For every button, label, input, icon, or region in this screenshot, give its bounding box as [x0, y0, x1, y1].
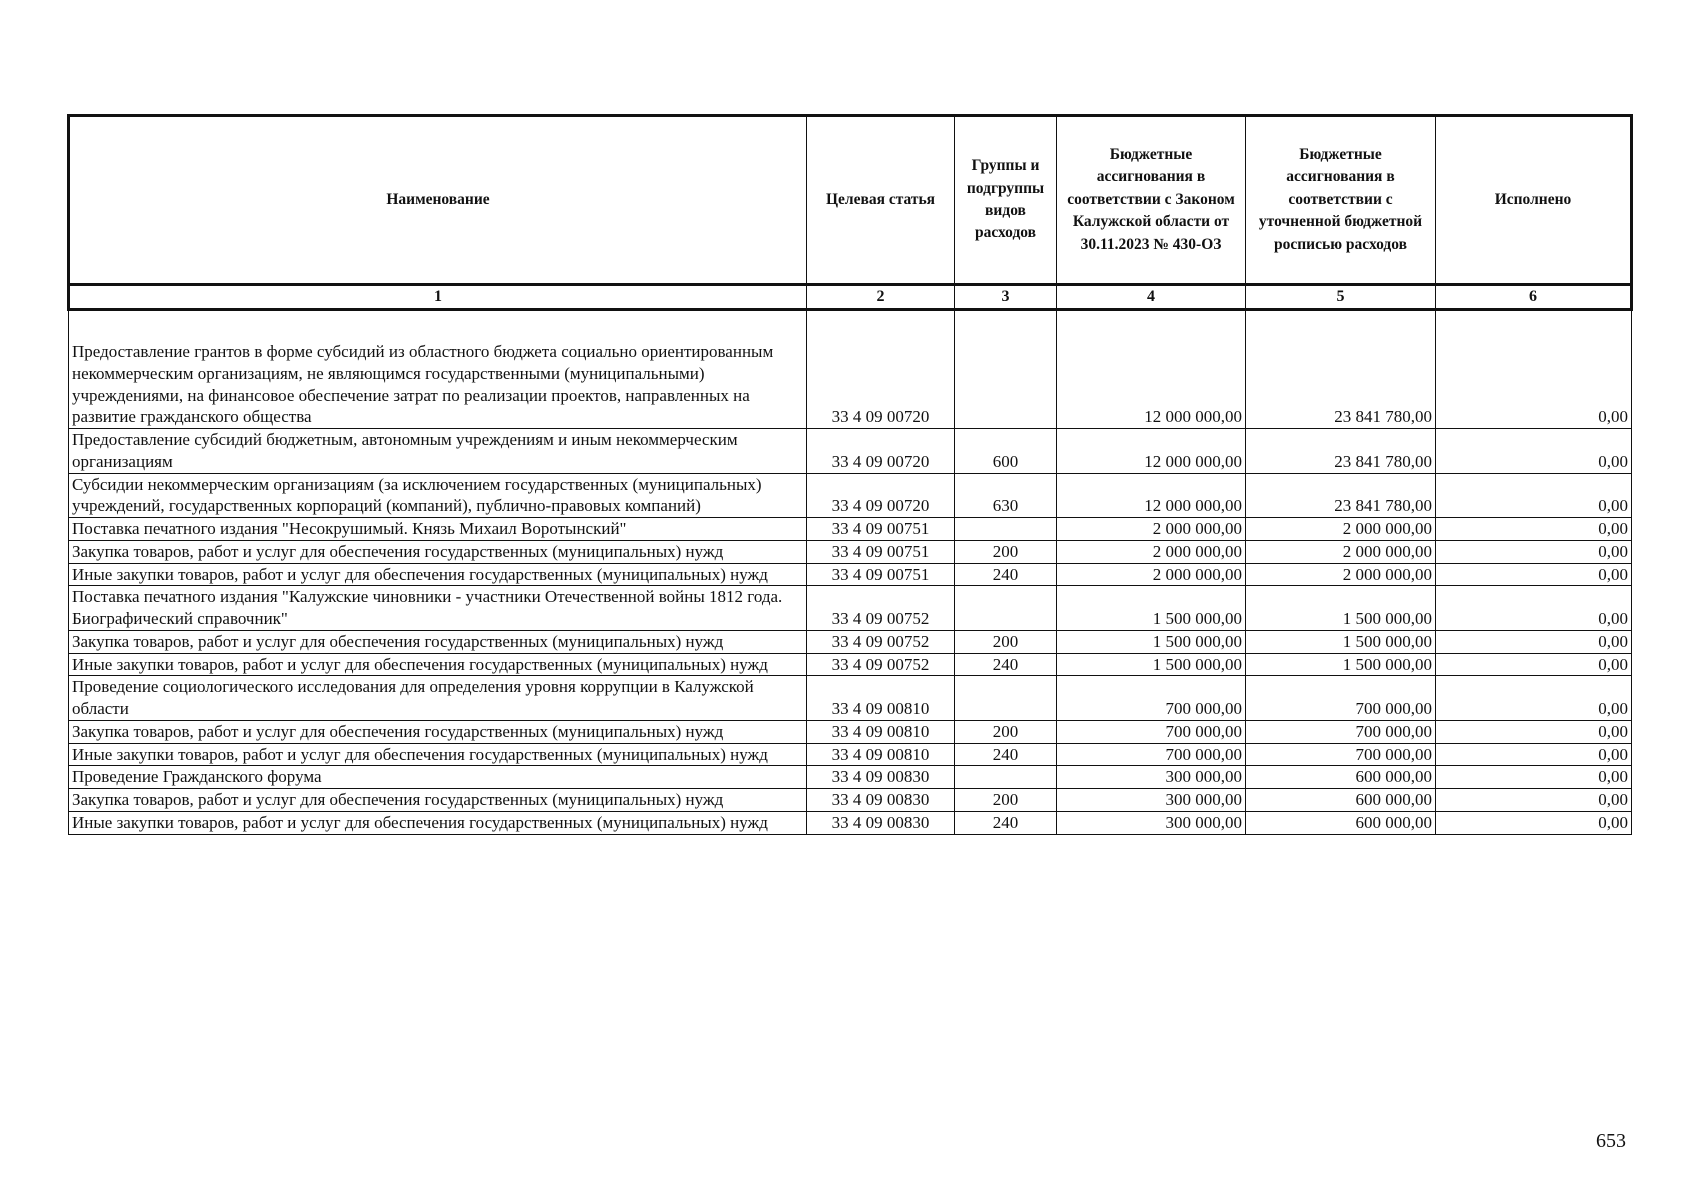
- row-expense-group: [955, 518, 1057, 541]
- row-target-article: 33 4 09 00810: [807, 743, 955, 766]
- table-row: [69, 630, 1632, 653]
- row-law-amount: 1 500 000,00: [1057, 653, 1246, 676]
- row-law-amount: 2 000 000,00: [1057, 518, 1246, 541]
- row-expense-group: 200: [955, 789, 1057, 812]
- header-law-appropriations: Бюджетные ассигнования в соответствии с Законом Калужской области от 30.11.2023 № 430-ОЗ: [1057, 116, 1246, 285]
- row-name: Поставка печатного издания "Калужские чиновники - участники Отечественной войны 1812 года. Биографический справочник": [69, 586, 807, 631]
- row-law-amount: 1 500 000,00: [1057, 630, 1246, 653]
- column-number: 2: [807, 285, 955, 310]
- table-row: [69, 310, 1632, 429]
- row-executed: 0,00: [1436, 518, 1632, 541]
- row-executed: 0,00: [1436, 676, 1632, 721]
- row-target-article: 33 4 09 00720: [807, 310, 955, 429]
- row-law-amount: 2 000 000,00: [1057, 540, 1246, 563]
- row-law-amount: 700 000,00: [1057, 720, 1246, 743]
- row-executed: 0,00: [1436, 743, 1632, 766]
- row-target-article: 33 4 09 00830: [807, 811, 955, 834]
- row-refined-amount: 2 000 000,00: [1246, 518, 1436, 541]
- row-refined-amount: 2 000 000,00: [1246, 540, 1436, 563]
- row-name: Проведение социологического исследования для определения уровня коррупции в Калужской области: [69, 676, 807, 721]
- row-expense-group: 240: [955, 653, 1057, 676]
- row-name: Иные закупки товаров, работ и услуг для обеспечения государственных (муниципальных) нужд: [69, 811, 807, 834]
- column-number: 1: [69, 285, 807, 310]
- row-refined-amount: 2 000 000,00: [1246, 563, 1436, 586]
- row-executed: 0,00: [1436, 630, 1632, 653]
- row-name: Предоставление субсидий бюджетным, автономным учреждениям и иным некоммерческим организациям: [69, 429, 807, 474]
- header-executed: Исполнено: [1436, 116, 1632, 285]
- table-row: [69, 811, 1632, 834]
- row-name: Проведение Гражданского форума: [69, 766, 807, 789]
- row-refined-amount: 1 500 000,00: [1246, 586, 1436, 631]
- column-number: 3: [955, 285, 1057, 310]
- column-number-row: [69, 285, 1632, 310]
- row-target-article: 33 4 09 00830: [807, 789, 955, 812]
- row-executed: 0,00: [1436, 429, 1632, 474]
- row-expense-group: [955, 676, 1057, 721]
- header-target-article: Целевая статья: [807, 116, 955, 285]
- table-row: [69, 563, 1632, 586]
- table-row: [69, 766, 1632, 789]
- row-law-amount: 12 000 000,00: [1057, 429, 1246, 474]
- row-expense-group: [955, 766, 1057, 789]
- row-executed: 0,00: [1436, 720, 1632, 743]
- row-target-article: 33 4 09 00830: [807, 766, 955, 789]
- row-refined-amount: 700 000,00: [1246, 720, 1436, 743]
- row-expense-group: [955, 310, 1057, 429]
- row-executed: 0,00: [1436, 586, 1632, 631]
- row-expense-group: [955, 586, 1057, 631]
- row-name: Закупка товаров, работ и услуг для обеспечения государственных (муниципальных) нужд: [69, 720, 807, 743]
- row-executed: 0,00: [1436, 811, 1632, 834]
- row-name: Субсидии некоммерческим организациям (за исключением государственных (муниципальных) учреждений, государственных корпораций (компаний), публично-правовых компаний): [69, 473, 807, 518]
- header-name: Наименование: [69, 116, 807, 285]
- row-name: Закупка товаров, работ и услуг для обеспечения государственных (муниципальных) нужд: [69, 540, 807, 563]
- row-refined-amount: 23 841 780,00: [1246, 310, 1436, 429]
- table-row: [69, 473, 1632, 518]
- row-target-article: 33 4 09 00751: [807, 563, 955, 586]
- row-refined-amount: 600 000,00: [1246, 789, 1436, 812]
- row-law-amount: 300 000,00: [1057, 789, 1246, 812]
- row-expense-group: 200: [955, 630, 1057, 653]
- table-row: [69, 720, 1632, 743]
- row-target-article: 33 4 09 00751: [807, 518, 955, 541]
- table-row: [69, 586, 1632, 631]
- table-row: [69, 789, 1632, 812]
- row-law-amount: 300 000,00: [1057, 811, 1246, 834]
- table-row: [69, 540, 1632, 563]
- row-target-article: 33 4 09 00752: [807, 653, 955, 676]
- row-expense-group: 240: [955, 563, 1057, 586]
- row-target-article: 33 4 09 00751: [807, 540, 955, 563]
- row-refined-amount: 700 000,00: [1246, 743, 1436, 766]
- row-expense-group: 630: [955, 473, 1057, 518]
- table-header-row: [69, 116, 1632, 285]
- row-target-article: 33 4 09 00720: [807, 473, 955, 518]
- row-target-article: 33 4 09 00810: [807, 676, 955, 721]
- row-name: Иные закупки товаров, работ и услуг для обеспечения государственных (муниципальных) нужд: [69, 653, 807, 676]
- row-law-amount: 12 000 000,00: [1057, 310, 1246, 429]
- page-number: 653: [1596, 1130, 1626, 1152]
- budget-table: [67, 114, 1633, 835]
- column-number: 5: [1246, 285, 1436, 310]
- row-law-amount: 300 000,00: [1057, 766, 1246, 789]
- table-row: [69, 653, 1632, 676]
- row-expense-group: 600: [955, 429, 1057, 474]
- table-row: [69, 429, 1632, 474]
- row-refined-amount: 23 841 780,00: [1246, 473, 1436, 518]
- row-executed: 0,00: [1436, 653, 1632, 676]
- header-expense-groups: Группы и подгруппы видов расходов: [955, 116, 1057, 285]
- row-name: Иные закупки товаров, работ и услуг для обеспечения государственных (муниципальных) нужд: [69, 563, 807, 586]
- row-law-amount: 700 000,00: [1057, 676, 1246, 721]
- header-refined-appropriations: Бюджетные ассигнования в соответствии с уточненной бюджетной росписью расходов: [1246, 116, 1436, 285]
- row-law-amount: 12 000 000,00: [1057, 473, 1246, 518]
- row-law-amount: 700 000,00: [1057, 743, 1246, 766]
- row-refined-amount: 600 000,00: [1246, 766, 1436, 789]
- row-name: Поставка печатного издания "Несокрушимый. Князь Михаил Воротынский": [69, 518, 807, 541]
- row-refined-amount: 1 500 000,00: [1246, 653, 1436, 676]
- row-expense-group: 240: [955, 743, 1057, 766]
- table-row: [69, 518, 1632, 541]
- row-target-article: 33 4 09 00752: [807, 586, 955, 631]
- row-expense-group: 200: [955, 720, 1057, 743]
- row-executed: 0,00: [1436, 563, 1632, 586]
- row-target-article: 33 4 09 00720: [807, 429, 955, 474]
- row-refined-amount: 600 000,00: [1246, 811, 1436, 834]
- row-law-amount: 1 500 000,00: [1057, 586, 1246, 631]
- row-executed: 0,00: [1436, 766, 1632, 789]
- row-executed: 0,00: [1436, 310, 1632, 429]
- row-expense-group: 200: [955, 540, 1057, 563]
- table-row: [69, 743, 1632, 766]
- row-executed: 0,00: [1436, 789, 1632, 812]
- table-body: [69, 310, 1632, 835]
- row-target-article: 33 4 09 00810: [807, 720, 955, 743]
- row-executed: 0,00: [1436, 540, 1632, 563]
- row-refined-amount: 1 500 000,00: [1246, 630, 1436, 653]
- row-target-article: 33 4 09 00752: [807, 630, 955, 653]
- row-executed: 0,00: [1436, 473, 1632, 518]
- row-expense-group: 240: [955, 811, 1057, 834]
- row-refined-amount: 23 841 780,00: [1246, 429, 1436, 474]
- row-name: Закупка товаров, работ и услуг для обеспечения государственных (муниципальных) нужд: [69, 630, 807, 653]
- column-number: 4: [1057, 285, 1246, 310]
- row-law-amount: 2 000 000,00: [1057, 563, 1246, 586]
- row-name: Закупка товаров, работ и услуг для обеспечения государственных (муниципальных) нужд: [69, 789, 807, 812]
- table-row: [69, 676, 1632, 721]
- column-number: 6: [1436, 285, 1632, 310]
- row-refined-amount: 700 000,00: [1246, 676, 1436, 721]
- row-name: Иные закупки товаров, работ и услуг для обеспечения государственных (муниципальных) нужд: [69, 743, 807, 766]
- row-name: Предоставление грантов в форме субсидий из областного бюджета социально ориентированным некоммерческим организациям, не являющимся государственными (муниципальными) учреждениями, на финансовое обеспечение затрат по реализации проектов, направленных на развитие гражданского общества: [69, 310, 807, 429]
